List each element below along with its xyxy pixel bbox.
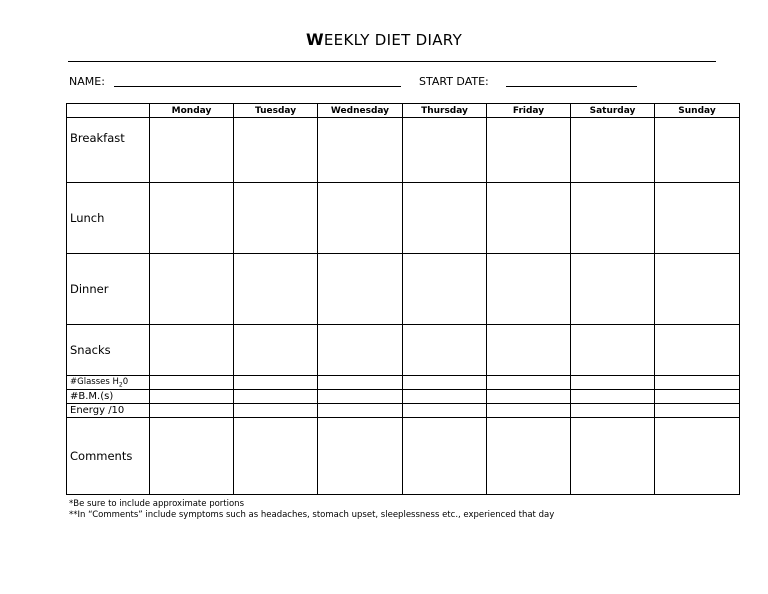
row-label-dinner: Dinner	[67, 254, 150, 325]
entry-cell[interactable]	[318, 376, 403, 390]
day-header-friday: Friday	[487, 104, 571, 118]
day-header-thursday: Thursday	[403, 104, 487, 118]
row-glasses-water	[67, 376, 740, 390]
diet-diary-table	[66, 103, 740, 495]
entry-cell[interactable]	[655, 404, 740, 418]
entry-cell[interactable]	[655, 376, 740, 390]
entry-cell[interactable]	[571, 118, 655, 183]
entry-cell[interactable]	[150, 376, 234, 390]
entry-cell[interactable]	[571, 183, 655, 254]
entry-cell[interactable]	[403, 325, 487, 376]
entry-cell[interactable]	[234, 183, 318, 254]
entry-cell[interactable]	[318, 118, 403, 183]
day-header-wednesday: Wednesday	[318, 104, 403, 118]
entry-cell[interactable]	[487, 376, 571, 390]
entry-cell[interactable]	[234, 404, 318, 418]
entry-cell[interactable]	[487, 390, 571, 404]
entry-cell[interactable]	[571, 254, 655, 325]
day-header-sunday: Sunday	[655, 104, 740, 118]
row-label-breakfast: Breakfast	[67, 118, 150, 183]
row-label-bm: #B.M.(s)	[67, 390, 150, 404]
entry-cell[interactable]	[487, 183, 571, 254]
start-date-label: START DATE:	[419, 75, 489, 88]
entry-cell[interactable]	[487, 325, 571, 376]
entry-cell[interactable]	[655, 118, 740, 183]
row-energy	[67, 404, 740, 418]
entry-cell[interactable]	[318, 390, 403, 404]
row-label-lunch: Lunch	[67, 183, 150, 254]
row-label-comments: Comments	[67, 418, 150, 495]
row-bm	[67, 390, 740, 404]
entry-cell[interactable]	[318, 418, 403, 495]
name-field[interactable]	[114, 86, 401, 87]
row-comments	[67, 418, 740, 495]
entry-cell[interactable]	[318, 254, 403, 325]
entry-cell[interactable]	[150, 418, 234, 495]
entry-cell[interactable]	[655, 325, 740, 376]
entry-cell[interactable]	[318, 404, 403, 418]
entry-cell[interactable]	[403, 183, 487, 254]
entry-cell[interactable]	[403, 254, 487, 325]
entry-cell[interactable]	[403, 118, 487, 183]
entry-cell[interactable]	[318, 325, 403, 376]
entry-cell[interactable]	[403, 404, 487, 418]
name-label: NAME:	[69, 75, 105, 88]
entry-cell[interactable]	[150, 254, 234, 325]
footnote-comments: **In “Comments” include symptoms such as headaches, stomach upset, sleeplessness etc., experienced that day	[69, 510, 555, 520]
entry-cell[interactable]	[403, 390, 487, 404]
entry-cell[interactable]	[655, 254, 740, 325]
entry-cell[interactable]	[571, 418, 655, 495]
entry-cell[interactable]	[150, 325, 234, 376]
document-title	[0, 30, 768, 49]
entry-cell[interactable]	[655, 390, 740, 404]
entry-cell[interactable]	[234, 390, 318, 404]
entry-cell[interactable]	[234, 254, 318, 325]
entry-cell[interactable]	[150, 118, 234, 183]
entry-cell[interactable]	[571, 325, 655, 376]
entry-cell[interactable]	[150, 390, 234, 404]
row-label-glasses-water: #Glasses $H_20$	[67, 376, 150, 390]
entry-cell[interactable]	[487, 118, 571, 183]
title-rest: EEKLY DIET DIARY	[323, 31, 463, 49]
entry-cell[interactable]	[571, 390, 655, 404]
day-header-tuesday: Tuesday	[234, 104, 318, 118]
entry-cell[interactable]	[234, 376, 318, 390]
footnote-portions: *Be sure to include approximate portions	[69, 499, 244, 509]
entry-cell[interactable]	[403, 376, 487, 390]
entry-cell[interactable]	[571, 404, 655, 418]
row-lunch	[67, 183, 740, 254]
entry-cell[interactable]	[571, 376, 655, 390]
entry-cell[interactable]	[234, 118, 318, 183]
day-header-saturday: Saturday	[571, 104, 655, 118]
entry-cell[interactable]	[487, 254, 571, 325]
entry-cell[interactable]	[655, 183, 740, 254]
entry-cell[interactable]	[487, 418, 571, 495]
entry-cell[interactable]	[150, 183, 234, 254]
row-snacks	[67, 325, 740, 376]
entry-cell[interactable]	[487, 404, 571, 418]
entry-cell[interactable]	[318, 183, 403, 254]
row-label-snacks: Snacks	[67, 325, 150, 376]
footnotes	[69, 499, 554, 521]
title-divider	[68, 61, 716, 62]
entry-cell[interactable]	[403, 418, 487, 495]
entry-cell[interactable]	[655, 418, 740, 495]
corner-cell	[67, 104, 150, 118]
row-breakfast	[67, 118, 740, 183]
entry-cell[interactable]	[150, 404, 234, 418]
title-first-letter: W	[305, 30, 324, 49]
start-date-field[interactable]	[506, 86, 637, 87]
row-label-energy: Energy /10	[67, 404, 150, 418]
entry-cell[interactable]	[234, 418, 318, 495]
header-row	[67, 104, 740, 118]
day-header-monday: Monday	[150, 104, 234, 118]
row-dinner	[67, 254, 740, 325]
entry-cell[interactable]	[234, 325, 318, 376]
